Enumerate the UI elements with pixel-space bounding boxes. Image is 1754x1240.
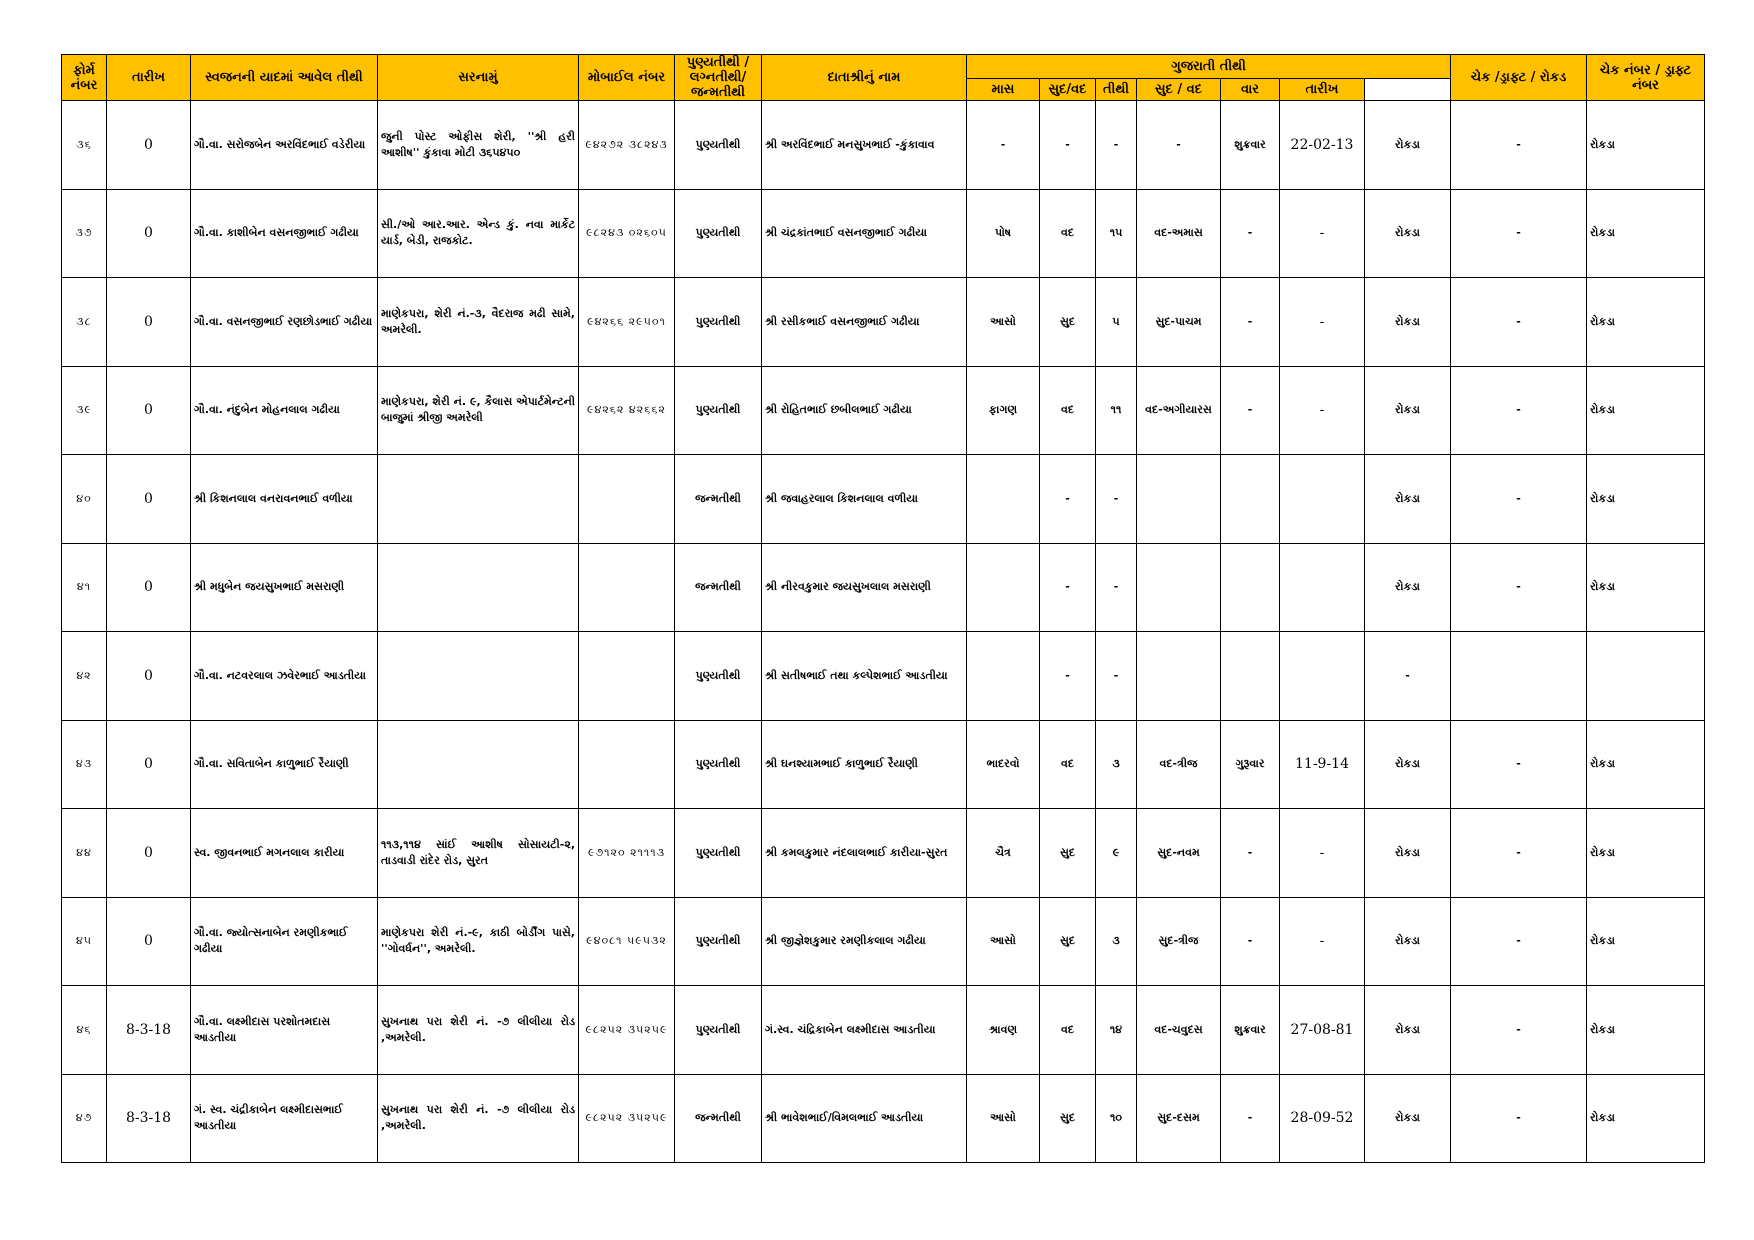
memory-name-cell: શ્રી કિશનલાલ વનરાવનભાઈ વળીયા [191, 455, 378, 544]
form-no-cell: ૩૭ [62, 189, 107, 278]
table-row [62, 1074, 1705, 1163]
donor-cell: શ્રી જીજ્ઞેશકુમાર રમણીકલાલ ગઢીયા [762, 897, 967, 986]
tithi-cell: ૧૧ [1096, 366, 1137, 455]
occasion-cell: પુણ્યતીથી [675, 809, 762, 898]
header-payment: ચેક /ડ્રાફ્ટ / રોકડ [1451, 55, 1587, 101]
month-cell [967, 632, 1040, 721]
sud-vad-cell: સુદ [1040, 897, 1096, 986]
memory-name-cell: ગૌ.વા. નટવરલાલ ઝવેરભાઈ આડતીયા [191, 632, 378, 721]
tithi-cell: ૯ [1096, 809, 1137, 898]
sud-vad-cell: વદ [1040, 720, 1096, 809]
day-cell: શુક્રવાર [1221, 101, 1280, 190]
sud-vad-name-cell: - [1137, 101, 1221, 190]
table-row [62, 278, 1705, 367]
tithi-date-cell: - [1280, 897, 1365, 986]
date-cell: 0 [107, 543, 191, 632]
bank-cell: રોકડા [1587, 1074, 1705, 1163]
day-cell [1221, 632, 1280, 721]
occasion-cell: જન્મતીથી [675, 455, 762, 544]
tithi-date-cell: 27-08-81 [1280, 986, 1365, 1075]
mobile-cell [579, 632, 675, 721]
address-cell [378, 720, 579, 809]
form-no-cell: ૩૮ [62, 278, 107, 367]
tithi-date-cell: 11-9-14 [1280, 720, 1365, 809]
tithi-date-cell [1280, 455, 1365, 544]
date-cell: 0 [107, 632, 191, 721]
memory-name-cell: ગૌ.વા. કાશીબેન વસનજીભાઈ ગઢીયા [191, 189, 378, 278]
donor-cell: શ્રી રસીકભાઈ વસનજીભાઈ ગઢીયા [762, 278, 967, 367]
date-cell: 0 [107, 720, 191, 809]
sud-vad-name-cell: વદ-અગીયારસ [1137, 366, 1221, 455]
month-cell: - [967, 101, 1040, 190]
bank-cell: રોકડા [1587, 720, 1705, 809]
date-cell: 0 [107, 189, 191, 278]
header-sud-vad: સુદ/વદ [1040, 79, 1096, 101]
tithi-date-cell: - [1280, 366, 1365, 455]
bank-cell: રોકડા [1587, 366, 1705, 455]
tithi-date-cell [1280, 543, 1365, 632]
cheque-no-cell: - [1451, 455, 1587, 544]
mobile-cell [579, 720, 675, 809]
header-form-no: ફોર્મ નંબર [62, 55, 107, 101]
cheque-no-cell: - [1451, 543, 1587, 632]
sud-vad-cell: - [1040, 101, 1096, 190]
tithi-cell: ૧૪ [1096, 986, 1137, 1075]
month-cell [967, 455, 1040, 544]
donor-cell: શ્રી જવાહરલાલ કિશનલાલ વળીયા [762, 455, 967, 544]
table-row [62, 543, 1705, 632]
month-cell: ચૈત્ર [967, 809, 1040, 898]
day-cell: - [1221, 366, 1280, 455]
sud-vad-cell: સુદ [1040, 809, 1096, 898]
payment-cell: રોકડા [1365, 366, 1451, 455]
payment-cell: રોકડા [1365, 189, 1451, 278]
occasion-cell: પુણ્યતીથી [675, 632, 762, 721]
address-cell: જુની પોસ્ટ ઓફીસ શેરી, ''શ્રી હરી આશીષ'' કુંકાવા મોટી ૩૬૫૪૫૦ [378, 101, 579, 190]
month-cell: આસો [967, 1074, 1040, 1163]
address-cell: માણેકપરા શેરી નં.-૯, કાઠી બોર્ડીંગ પાસે, ''ગોવર્ધન'', અમરેલી. [378, 897, 579, 986]
occasion-cell: જન્મતીથી [675, 1074, 762, 1163]
mobile-cell: ૯૭૧૨૦ ૨૧૧૧૩ [579, 809, 675, 898]
tithi-date-cell: - [1280, 189, 1365, 278]
month-cell: શ્રાવણ [967, 986, 1040, 1075]
payment-cell: રોકડા [1365, 278, 1451, 367]
month-cell: આસો [967, 278, 1040, 367]
bank-cell: રોકડા [1587, 101, 1705, 190]
day-cell: - [1221, 1074, 1280, 1163]
cheque-no-cell: - [1451, 278, 1587, 367]
address-cell [378, 632, 579, 721]
date-cell: 8-3-18 [107, 1074, 191, 1163]
records-table [61, 54, 1705, 1163]
header-tithi-date: તારીખ [1280, 79, 1365, 101]
month-cell [967, 543, 1040, 632]
date-cell: 0 [107, 278, 191, 367]
form-no-cell: ૩૬ [62, 101, 107, 190]
mobile-cell: ૯૪૨૬૬ ૨૯૫૦૧ [579, 278, 675, 367]
table-row [62, 101, 1705, 190]
header-day: વાર [1221, 79, 1280, 101]
address-cell: સુખનાથ પરા શેરી નં. -૭ લીલીયા રોડ ,અમરેલી. [378, 986, 579, 1075]
tithi-cell: - [1096, 543, 1137, 632]
address-cell: ૧૧૩,૧૧૪ સાંઈ આશીષ સોસાયટી-૨, તાડવાડી રાંદેર રોડ, સુરત [378, 809, 579, 898]
table-row [62, 455, 1705, 544]
date-cell: 0 [107, 455, 191, 544]
bank-cell: રોકડા [1587, 455, 1705, 544]
cheque-no-cell: - [1451, 1074, 1587, 1163]
occasion-cell: જન્મતીથી [675, 543, 762, 632]
donor-cell: શ્રી અરવિંદભાઈ મનસુખભાઈ -કુંકાવાવ [762, 101, 967, 190]
occasion-cell: પુણ્યતીથી [675, 189, 762, 278]
day-cell: - [1221, 278, 1280, 367]
table-row [62, 632, 1705, 721]
tithi-cell: - [1096, 101, 1137, 190]
tithi-date-cell [1280, 632, 1365, 721]
table-row [62, 189, 1705, 278]
payment-cell: રોકડા [1365, 1074, 1451, 1163]
sud-vad-name-cell: સુદ-ત્રીજ [1137, 897, 1221, 986]
memory-name-cell: ગં. સ્વ. ચંદ્રીકાબેન લક્ષ્મીદાસભાઈ આડતીયા [191, 1074, 378, 1163]
tithi-date-cell: - [1280, 809, 1365, 898]
sud-vad-name-cell: વદ-ત્રીજ [1137, 720, 1221, 809]
date-cell: 0 [107, 809, 191, 898]
day-cell: ગુરૂવાર [1221, 720, 1280, 809]
memory-name-cell: ગૌ.વા. સરોજબેન અરવિંદભાઈ વડેરીયા [191, 101, 378, 190]
table-row [62, 986, 1705, 1075]
cheque-no-cell: - [1451, 189, 1587, 278]
mobile-cell: ૯૮૨૫૨ ૩૫૨૫૯ [579, 986, 675, 1075]
mobile-cell: ૯૪૨૭૨ ૩૮૨૪૩ [579, 101, 675, 190]
mobile-cell: ૯૪૨૬૨ ૪૨૬૬૨ [579, 366, 675, 455]
memory-name-cell: ગૌ.વા. જ્યોત્સનાબેન રમણીકભાઈ ગઢીયા [191, 897, 378, 986]
month-cell: ભાદરવો [967, 720, 1040, 809]
tithi-cell: ૫ [1096, 278, 1137, 367]
bank-cell: રોકડા [1587, 986, 1705, 1075]
day-cell: - [1221, 809, 1280, 898]
address-cell [378, 543, 579, 632]
tithi-cell: ૩ [1096, 720, 1137, 809]
payment-cell: રોકડા [1365, 809, 1451, 898]
payment-cell: રોકડા [1365, 720, 1451, 809]
bank-cell: રોકડા [1587, 897, 1705, 986]
memory-name-cell: ગૌ.વા. સવિતાબેન કાળુભાઈ રૈયાણી [191, 720, 378, 809]
sud-vad-cell: વદ [1040, 366, 1096, 455]
form-no-cell: ૪૭ [62, 1074, 107, 1163]
sud-vad-cell: વદ [1040, 986, 1096, 1075]
occasion-cell: પુણ્યતીથી [675, 720, 762, 809]
tithi-date-cell: 22-02-13 [1280, 101, 1365, 190]
form-no-cell: ૪૫ [62, 897, 107, 986]
memory-name-cell: ગૌ.વા. નંદુબેન મોહનલાલ ગઢીયા [191, 366, 378, 455]
bank-cell: રોકડા [1587, 543, 1705, 632]
table-row [62, 809, 1705, 898]
cheque-no-cell: - [1451, 809, 1587, 898]
mobile-cell [579, 455, 675, 544]
date-cell: 0 [107, 366, 191, 455]
form-no-cell: ૪૪ [62, 809, 107, 898]
donor-cell: શ્રી ચંદ્રકાંતભાઈ વસનજીભાઈ ગઢીયા [762, 189, 967, 278]
cheque-no-cell: - [1451, 897, 1587, 986]
header-occasion: પુણ્યતીથી / લગ્નતીથી/ જન્મતીથી [675, 55, 762, 101]
payment-cell: રોકડા [1365, 897, 1451, 986]
bank-cell: રોકડા [1587, 278, 1705, 367]
memory-name-cell: સ્વ. જીવનભાઈ મગનલાલ કારીયા [191, 809, 378, 898]
donor-cell: શ્રી ઘનશ્યામભાઈ કાળુભાઈ રૈયાણી [762, 720, 967, 809]
memory-name-cell: ગૌ.વા. વસનજીભાઈ રણછોડભાઈ ગઢીયા [191, 278, 378, 367]
form-no-cell: ૪૨ [62, 632, 107, 721]
month-cell: ફાગણ [967, 366, 1040, 455]
mobile-cell [579, 543, 675, 632]
cheque-no-cell [1451, 632, 1587, 721]
payment-cell: - [1365, 632, 1451, 721]
tithi-date-cell: 28-09-52 [1280, 1074, 1365, 1163]
payment-cell: રોકડા [1365, 986, 1451, 1075]
sud-vad-name-cell: વદ-અમાસ [1137, 189, 1221, 278]
day-cell [1221, 455, 1280, 544]
date-cell: 8-3-18 [107, 986, 191, 1075]
bank-cell [1587, 632, 1705, 721]
header-address: સરનામું [378, 55, 579, 101]
address-cell [378, 455, 579, 544]
header-memory-tithi: સ્વજનની યાદમાં આવેલ તીથી [191, 55, 378, 101]
occasion-cell: પુણ્યતીથી [675, 366, 762, 455]
day-cell [1221, 543, 1280, 632]
header-donor: દાતાશ્રીનું નામ [762, 55, 967, 101]
form-no-cell: ૪૩ [62, 720, 107, 809]
tithi-cell: - [1096, 632, 1137, 721]
sud-vad-cell: સુદ [1040, 1074, 1096, 1163]
sud-vad-name-cell [1137, 455, 1221, 544]
payment-cell: રોકડા [1365, 543, 1451, 632]
header-gujarati-tithi: ગુજરાતી તીથી [967, 55, 1451, 79]
bank-cell: રોકડા [1587, 809, 1705, 898]
donor-cell: ગં.સ્વ. ચંદ્રિકાબેન લક્ષ્મીદાસ આડતીયા [762, 986, 967, 1075]
tithi-cell: ૩ [1096, 897, 1137, 986]
mobile-cell: ૯૮૨૪૩ ૦૨૬૦૫ [579, 189, 675, 278]
sud-vad-name-cell: સુદ-પાચમ [1137, 278, 1221, 367]
payment-cell: રોકડા [1365, 101, 1451, 190]
donor-cell: શ્રી ભાવેશભાઈ/વિમલભાઈ આડતીયા [762, 1074, 967, 1163]
month-cell: પોષ [967, 189, 1040, 278]
cheque-no-cell: - [1451, 366, 1587, 455]
sud-vad-name-cell: સુદ-નવમ [1137, 809, 1221, 898]
donor-cell: શ્રી સતીષભાઈ તથા કલ્પેશભાઈ આડતીયા [762, 632, 967, 721]
header-mobile: મોબાઈલ નંબર [579, 55, 675, 101]
occasion-cell: પુણ્યતીથી [675, 278, 762, 367]
day-cell: - [1221, 897, 1280, 986]
sud-vad-name-cell [1137, 543, 1221, 632]
tithi-date-cell: - [1280, 278, 1365, 367]
form-no-cell: ૩૯ [62, 366, 107, 455]
sud-vad-name-cell: સુદ-દસમ [1137, 1074, 1221, 1163]
header-cheque-no: ચેક નંબર / ડ્રાફ્ટ નંબર [1587, 55, 1705, 101]
table-header [62, 55, 1705, 101]
occasion-cell: પુણ્યતીથી [675, 897, 762, 986]
address-cell: માણેકપરા, શેરી નં.-૩, વૈદરાજ મઢી સામે, અમરેલી. [378, 278, 579, 367]
form-no-cell: ૪૧ [62, 543, 107, 632]
address-cell: માણેકપરા, શેરી નં. ૯, કૈલાસ એપાર્ટમેન્ટની બાજુમાં શ્રીજી અમરેલી [378, 366, 579, 455]
occasion-cell: પુણ્યતીથી [675, 101, 762, 190]
sud-vad-cell: - [1040, 632, 1096, 721]
tithi-cell: - [1096, 455, 1137, 544]
donor-cell: શ્રી નીરવકુમાર જયસુખલાલ મસરાણી [762, 543, 967, 632]
table-body [62, 101, 1705, 1163]
form-no-cell: ૪૦ [62, 455, 107, 544]
tithi-cell: ૧૫ [1096, 189, 1137, 278]
sud-vad-name-cell [1137, 632, 1221, 721]
bank-cell: રોકડા [1587, 189, 1705, 278]
mobile-cell: ૯૮૨૫૨ ૩૫૨૫૯ [579, 1074, 675, 1163]
occasion-cell: પુણ્યતીથી [675, 986, 762, 1075]
table-row [62, 366, 1705, 455]
day-cell: - [1221, 189, 1280, 278]
date-cell: 0 [107, 101, 191, 190]
form-no-cell: ૪૬ [62, 986, 107, 1075]
cheque-no-cell: - [1451, 720, 1587, 809]
date-cell: 0 [107, 897, 191, 986]
cheque-no-cell: - [1451, 986, 1587, 1075]
donor-cell: શ્રી કમલકુમાર નંદલાલભાઈ કારીયા-સુરત [762, 809, 967, 898]
memory-name-cell: ગૌ.વા. લક્ષ્મીદાસ પરશોતમદાસ આડતીયા [191, 986, 378, 1075]
payment-cell: રોકડા [1365, 455, 1451, 544]
sud-vad-cell: વદ [1040, 189, 1096, 278]
sud-vad-cell: સુદ [1040, 278, 1096, 367]
table-row [62, 897, 1705, 986]
address-cell: સુખનાથ પરા શેરી નં. -૭ લીલીયા રોડ ,અમરેલી. [378, 1074, 579, 1163]
month-cell: આસો [967, 897, 1040, 986]
cheque-no-cell: - [1451, 101, 1587, 190]
sud-vad-cell: - [1040, 543, 1096, 632]
header-tithi: તીથી [1096, 79, 1137, 101]
mobile-cell: ૯૪૦૮૧ ૫૯૫૩૨ [579, 897, 675, 986]
donor-cell: શ્રી રોહિતભાઈ છબીલભાઈ ગઢીયા [762, 366, 967, 455]
table-row [62, 720, 1705, 809]
sud-vad-name-cell: વદ-ચવુદસ [1137, 986, 1221, 1075]
day-cell: શુક્રવાર [1221, 986, 1280, 1075]
memory-name-cell: શ્રી મધુબેન જયસુખભાઈ મસરાણી [191, 543, 378, 632]
tithi-cell: ૧૦ [1096, 1074, 1137, 1163]
header-date: તારીખ [107, 55, 191, 101]
sud-vad-cell: - [1040, 455, 1096, 544]
header-sud-vad-name: સુદ / વદ [1137, 79, 1221, 101]
header-month: માસ [967, 79, 1040, 101]
address-cell: સી./ઓ આર.આર. એન્ડ કું. નવા માર્કેટ યાર્ડ, બેડી, રાજકોટ. [378, 189, 579, 278]
